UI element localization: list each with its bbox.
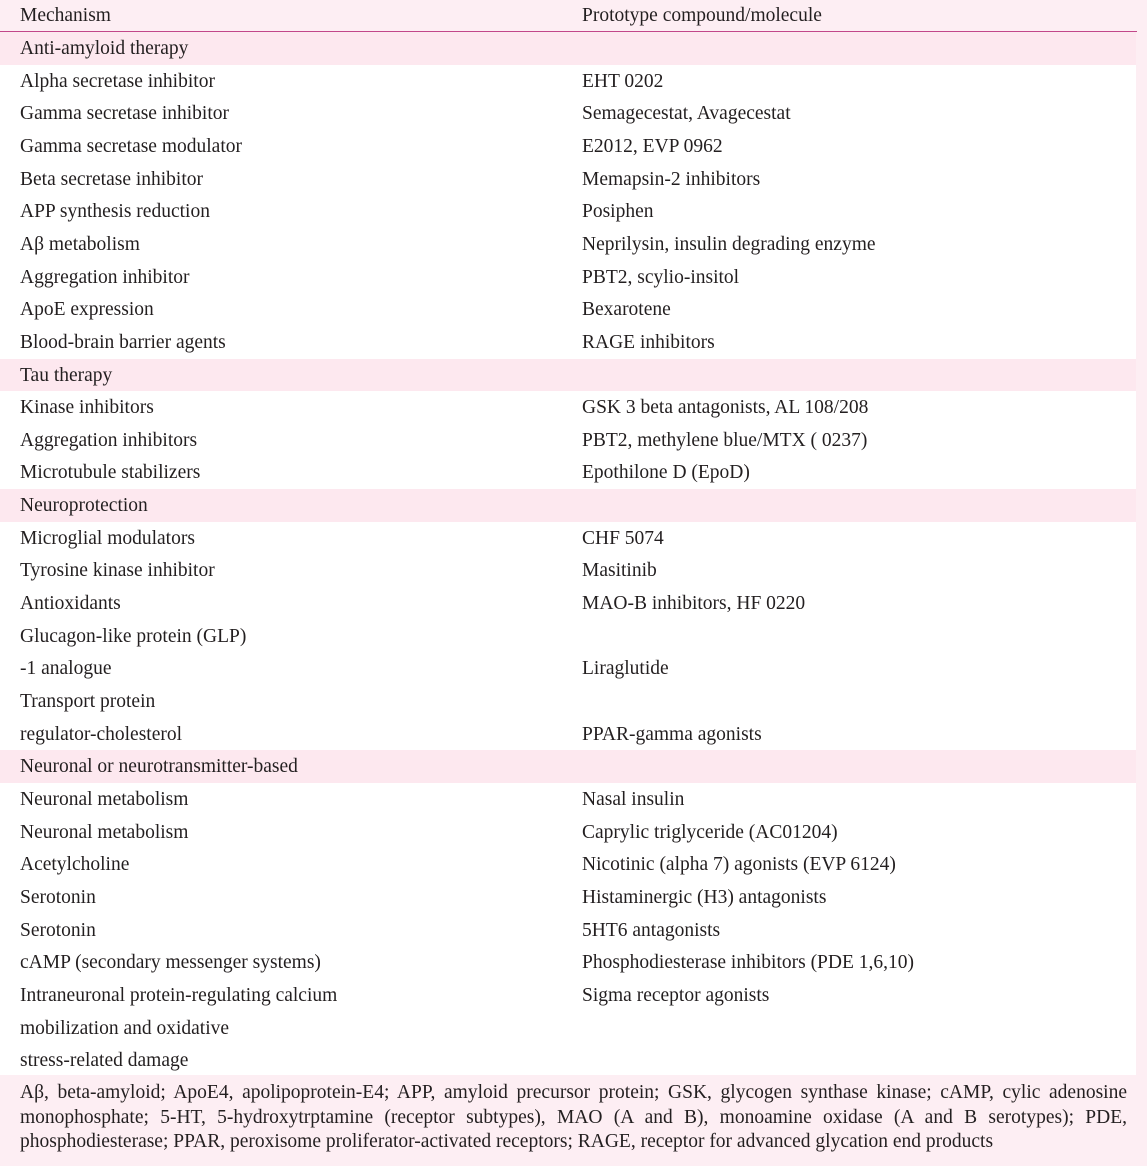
compound-cell: Sigma receptor agonists — [582, 984, 770, 1006]
table-row — [0, 816, 1136, 849]
compound-cell: PPAR-gamma agonists — [582, 723, 762, 745]
section-title: Neuroprotection — [20, 495, 148, 517]
mechanism-cell: Acetylcholine — [20, 854, 130, 876]
mechanism-cell: Transport protein — [20, 691, 156, 712]
mechanism-cell: ApoE expression — [20, 299, 154, 321]
table-row — [0, 946, 1136, 979]
footnote-text: Aβ, beta-amyloid; ApoE4, apolipoprotein-E4; APP, amyloid precursor protein; GSK, glycogen synthase kinase; cAMP, cylic adenosine monophosphate; 5-HT, 5-hydroxytrptamine (receptor subtypes), MAO (A and B), monoamine oxidase (A and B serotypes); PDE, phosphodiesterase; PPAR, peroxisome proliferator-activated receptors; RAGE, receptor for advanced glycation end products — [20, 1082, 1127, 1152]
table-row — [0, 195, 1136, 228]
compound-cell: Bexarotene — [582, 299, 671, 321]
table-row — [0, 914, 1136, 947]
section-row — [0, 489, 1136, 522]
table-row — [0, 65, 1136, 98]
table-header — [0, 0, 1137, 32]
mechanism-cell: Intraneuronal protein-regulating calcium — [20, 984, 338, 1006]
mechanism-cell: Gamma secretase inhibitor — [20, 103, 230, 125]
mechanism-cell: cAMP (secondary messenger systems) — [20, 952, 321, 974]
compound-cell: MAO-B inhibitors, HF 0220 — [582, 593, 806, 615]
table-footnote — [0, 1075, 1136, 1166]
mechanism-cell: Alpha secretase inhibitor — [20, 70, 215, 92]
table-row — [0, 130, 1136, 163]
table-row — [0, 718, 1136, 751]
table-row — [0, 1012, 1136, 1045]
mechanism-cell: stress-related damage — [20, 1050, 189, 1072]
compound-cell: Neprilysin, insulin degrading enzyme — [582, 233, 876, 255]
table-row — [0, 783, 1136, 816]
compound-cell: GSK 3 beta antagonists, AL 108/208 — [582, 397, 869, 419]
compound-cell: CHF 5074 — [582, 527, 664, 549]
section-title: Anti-amyloid therapy — [20, 38, 189, 59]
compound-cell: Nasal insulin — [582, 788, 685, 810]
section-title: Neuronal or neurotransmitter-based — [20, 756, 298, 778]
table-row — [0, 554, 1136, 587]
mechanism-cell: Glucagon-like protein (GLP) — [20, 625, 247, 647]
mechanism-cell: Beta secretase inhibitor — [20, 168, 204, 190]
compound-cell: Epothilone D (EpoD) — [582, 462, 750, 484]
mechanism-cell: Serotonin — [20, 919, 96, 941]
mechanism-cell: Serotonin — [20, 886, 96, 908]
mechanism-cell: Gamma secretase modulator — [20, 135, 242, 157]
mechanism-cell: Neuronal metabolism — [20, 788, 189, 810]
section-title: Tau therapy — [20, 364, 113, 386]
mechanism-cell: Antioxidants — [20, 593, 121, 615]
table-row — [0, 261, 1136, 294]
compound-cell: PBT2, scylio-insitol — [582, 266, 740, 288]
compound-cell: Masitinib — [582, 560, 657, 582]
table-row — [0, 587, 1136, 620]
compound-cell: EHT 0202 — [582, 70, 664, 92]
compound-cell: Caprylic triglyceride (AC01204) — [582, 821, 838, 843]
mechanism-cell: Aβ metabolism — [20, 233, 140, 255]
compound-cell: E2012, EVP 0962 — [582, 135, 723, 157]
table-row — [0, 391, 1136, 424]
table-row — [0, 228, 1136, 261]
mechanism-cell: regulator-cholesterol — [20, 723, 183, 745]
compound-cell: Liraglutide — [582, 658, 669, 680]
mechanism-cell: Aggregation inhibitor — [20, 266, 190, 288]
compound-cell: Phosphodiesterase inhibitors (PDE 1,6,10) — [582, 952, 915, 974]
mechanism-cell: Aggregation inhibitors — [20, 429, 198, 451]
compound-cell: Semagecestat, Avagecestat — [582, 103, 791, 125]
compound-cell: 5HT6 antagonists — [582, 919, 721, 941]
compound-cell: RAGE inhibitors — [582, 331, 715, 353]
table-row — [0, 97, 1136, 130]
table-row — [0, 685, 1136, 718]
section-row — [0, 359, 1136, 392]
table-row — [0, 1044, 1136, 1077]
compound-cell: PBT2, methylene blue/MTX ( 0237) — [582, 429, 868, 451]
compound-cell: Posiphen — [582, 201, 654, 223]
table-row — [0, 163, 1136, 196]
table-row — [0, 424, 1136, 457]
mechanism-cell: APP synthesis reduction — [20, 201, 210, 223]
mechanism-cell: Neuronal metabolism — [20, 821, 189, 843]
section-row — [0, 750, 1136, 783]
mechanism-column-header: Mechanism — [20, 5, 111, 26]
mechanism-cell: Microtubule stabilizers — [20, 462, 201, 484]
table-row — [0, 848, 1136, 881]
section-row — [0, 32, 1136, 65]
table-row — [0, 652, 1136, 685]
mechanism-cell: Kinase inhibitors — [20, 397, 154, 419]
table-row — [0, 456, 1136, 489]
mechanism-cell: Blood-brain barrier agents — [20, 331, 226, 353]
table-row — [0, 326, 1136, 359]
mechanism-cell: mobilization and oxidative — [20, 1017, 230, 1039]
table-row — [0, 620, 1136, 653]
compound-cell: Memapsin-2 inhibitors — [582, 168, 761, 190]
compound-cell: Histaminergic (H3) antagonists — [582, 886, 827, 908]
mechanism-cell: Tyrosine kinase inhibitor — [20, 560, 215, 582]
mechanism-cell: Microglial modulators — [20, 527, 195, 549]
compound-cell: Nicotinic (alpha 7) agonists (EVP 6124) — [582, 854, 896, 876]
table-row — [0, 293, 1136, 326]
table-row — [0, 522, 1136, 555]
compound-column-header: Prototype compound/molecule — [582, 5, 822, 26]
table-row — [0, 979, 1136, 1012]
mechanism-cell: -1 analogue — [20, 658, 112, 680]
table-row — [0, 881, 1136, 914]
